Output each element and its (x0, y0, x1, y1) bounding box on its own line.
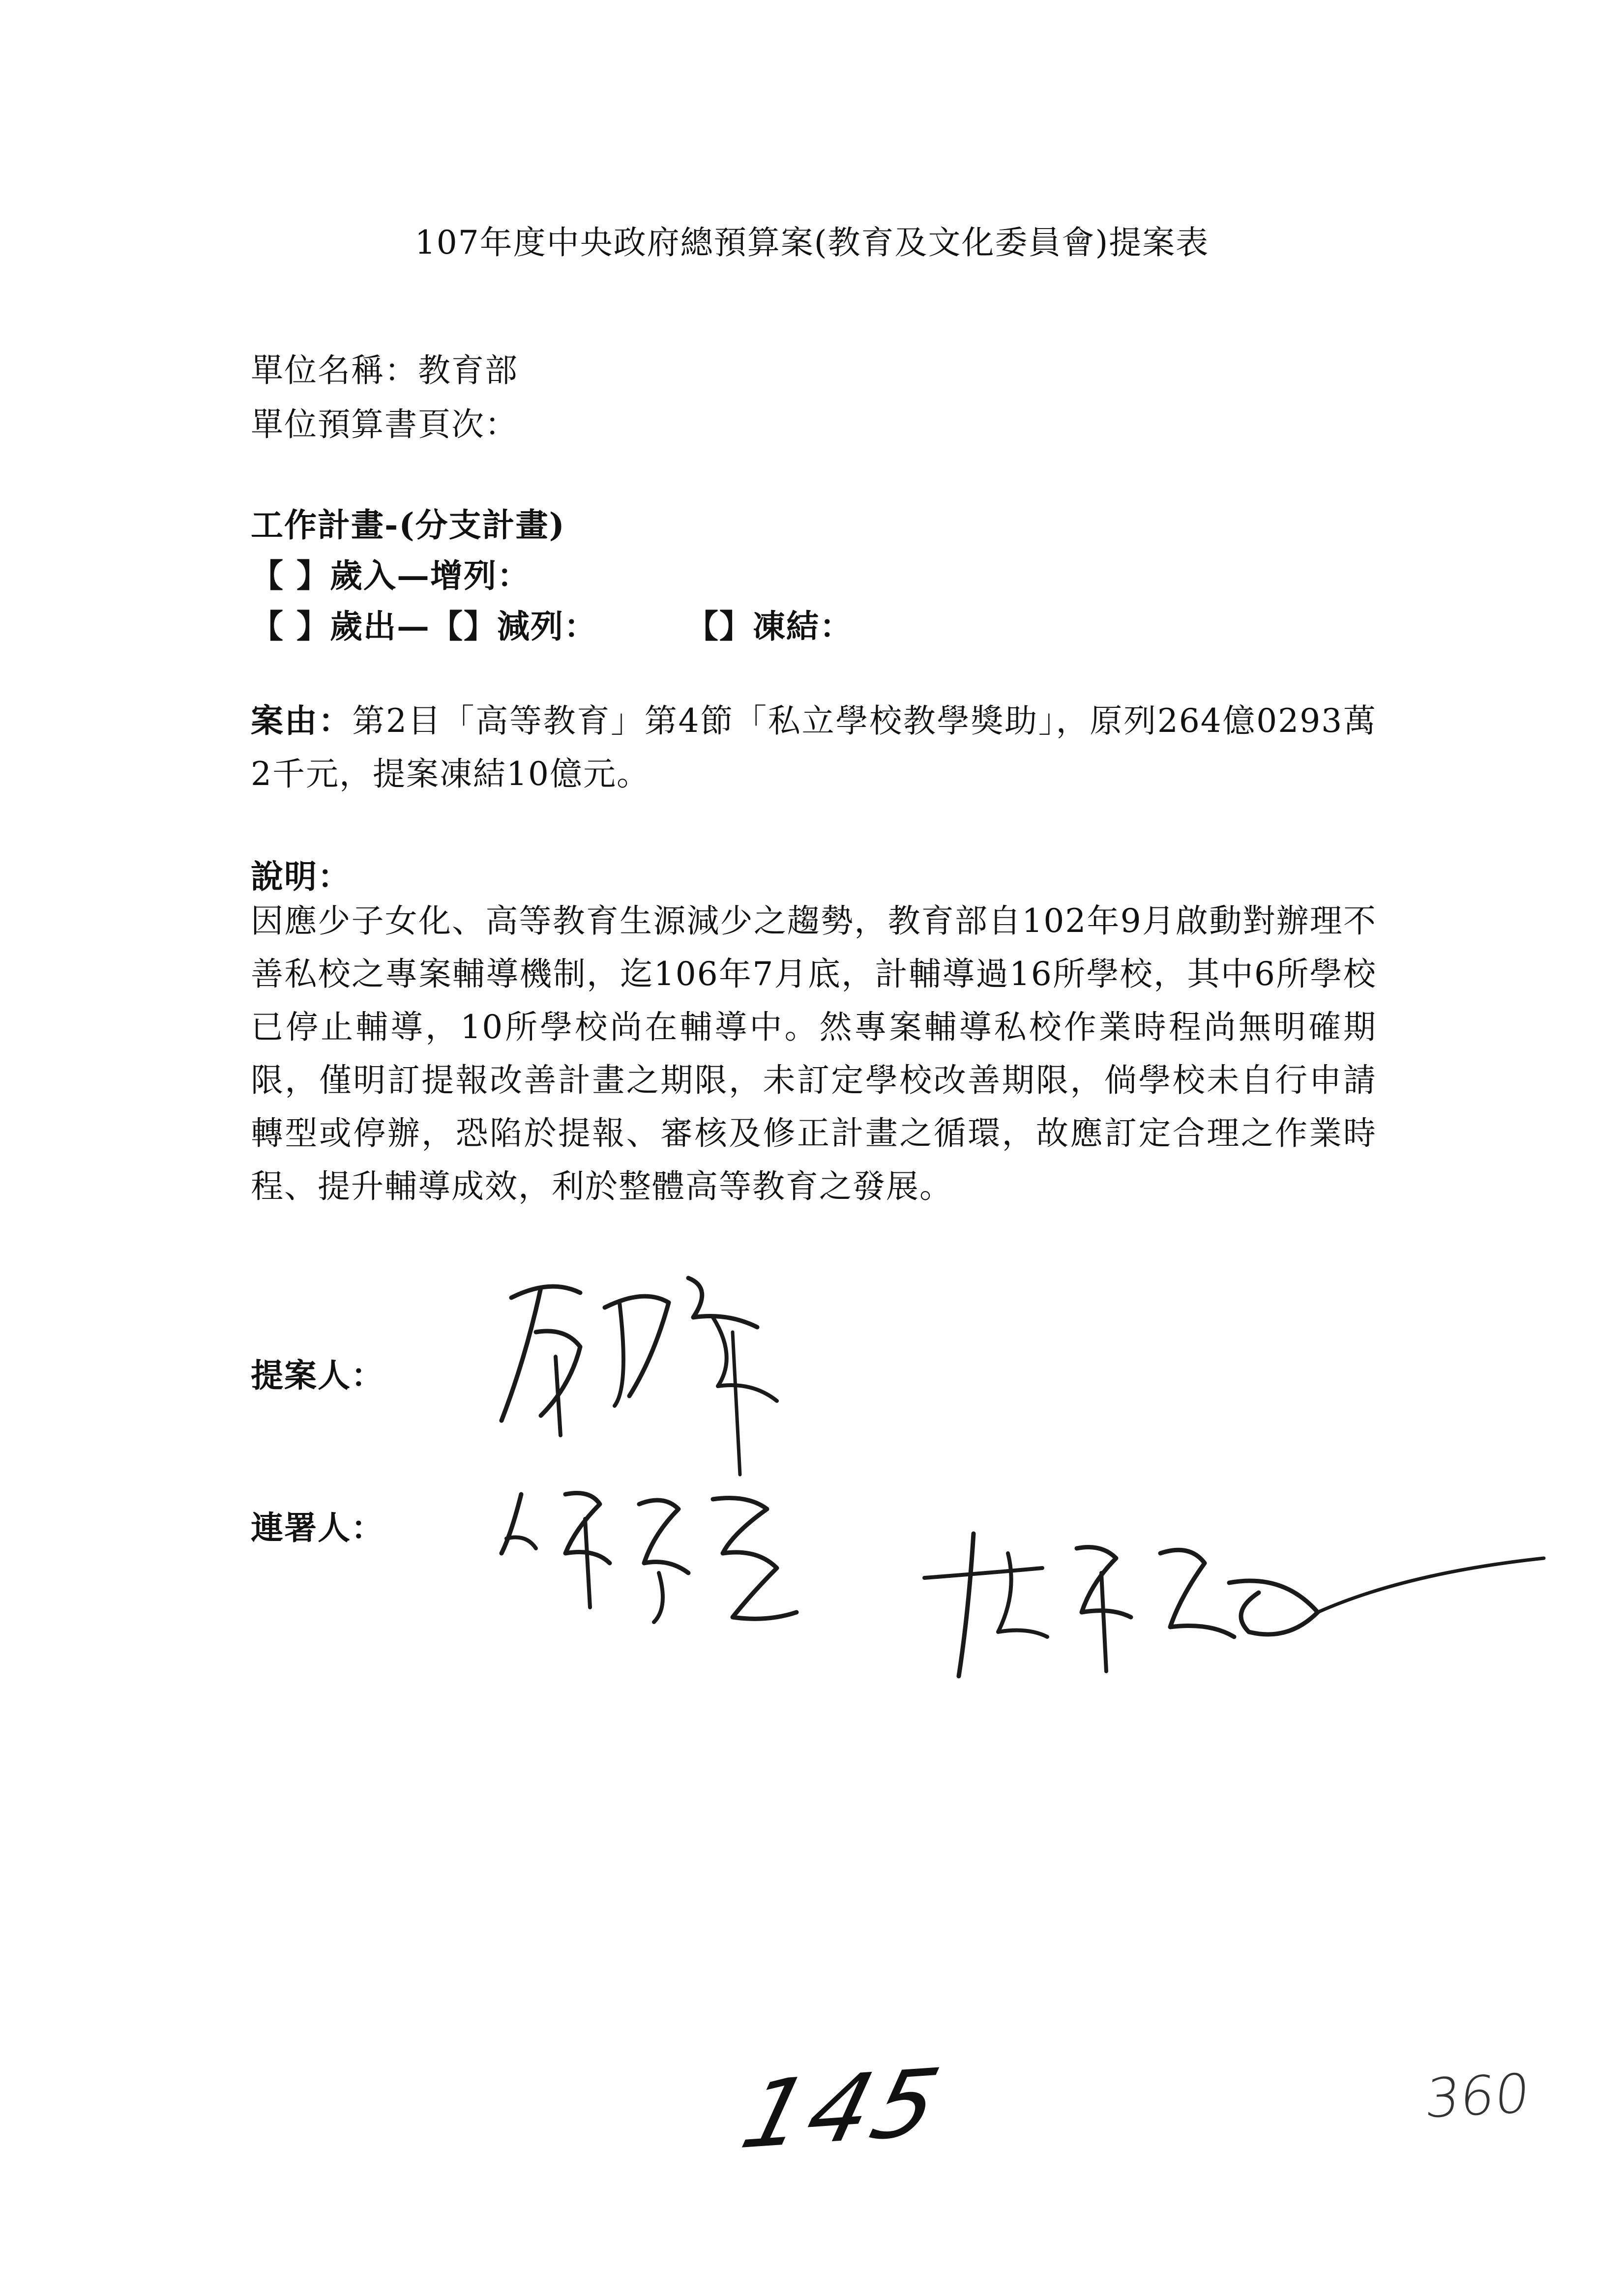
freeze-checkbox[interactable]: 【】 (685, 607, 753, 645)
page-number-handwritten: 145 (731, 2048, 953, 2170)
cut-checkbox[interactable]: 【】 (430, 607, 497, 645)
expenditure-line (251, 600, 853, 647)
expenditure-label: 歲出— (329, 607, 430, 645)
revenue-checkbox[interactable]: 【 】 (251, 556, 330, 595)
case-label: 案由： (251, 701, 353, 740)
case-text: 第2目「高等教育」第4節「私立學校教學獎助」，原列264億0293萬2千元，提案凍結10億元。 (251, 702, 1377, 793)
revenue-label: 歲入—增列： (329, 556, 531, 595)
unit-page-label: 單位預算書頁次： (251, 406, 518, 443)
unit-name-line (251, 344, 518, 391)
freeze-label: 凍結： (752, 607, 853, 645)
expenditure-checkbox[interactable]: 【 】 (251, 607, 330, 645)
case-paragraph (251, 694, 1377, 801)
revenue-line (251, 550, 531, 596)
unit-name-value: 教育部 (418, 351, 518, 389)
cosigner-signature-1 (492, 1475, 836, 1632)
cut-label: 減列： (497, 607, 597, 645)
cosigner-label: 連署人： (251, 1509, 384, 1547)
proposer-label: 提案人： (251, 1356, 384, 1395)
proposer-signature (482, 1258, 826, 1475)
cosigner-signature-2 (915, 1514, 1554, 1711)
unit-page-line (251, 398, 518, 445)
work-plan-line: 工作計畫-(分支計畫) (251, 506, 565, 544)
corner-number-handwritten: 360 (1422, 2062, 1533, 2130)
document-title: 107年度中央政府總預算案(教育及文化委員會)提案表 (414, 224, 1210, 262)
explanation-label: 說明： (251, 857, 351, 896)
unit-name-label: 單位名稱： (251, 351, 418, 389)
explanation-text: 因應少子女化、高等教育生源減少之趨勢，教育部自102年9月啟動對辦理不善私校之專案輔導機制，迄106年7月底，計輔導過16所學校，其中6所學校已停止輔導，10所學校尚在輔導中。然專案輔導私校作業時程尚無明確期限，僅明訂提報改善計畫之期限，未訂定學校改善期限，倘學校未自行申請轉型或停辦，恐陷於提報、審核及修正計畫之循環，故應訂定合理之作業時程、提升輔導成效，利於整體高等教育之發展。 (251, 902, 1377, 1205)
